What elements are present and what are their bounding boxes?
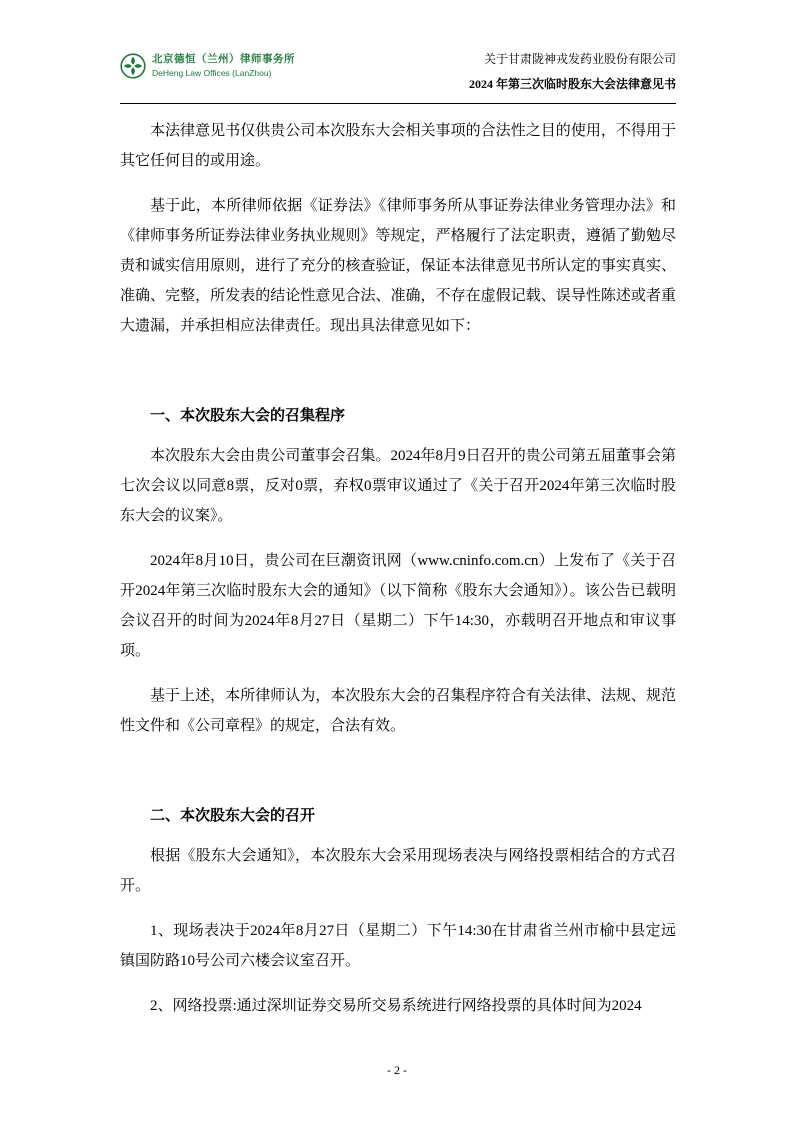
firm-name-cn: 北京德恒（兰州）律师事务所: [152, 54, 295, 65]
page-header: [120, 50, 676, 104]
paragraph-onsite-voting: 1、现场表决于2024年8月27日（星期二）下午14:30在甘肃省兰州市榆中县定远镇国防路10号公司六楼会议室召开。: [120, 923, 676, 969]
paragraph-usage-restriction: 本法律意见书仅供贵公司本次股东大会相关事项的合法性之目的使用，不得用于其它任何目的或用途。: [120, 123, 676, 169]
paragraph-board-resolution: 本次股东大会由贵公司董事会召集。2024年8月9日召开的贵公司第五届董事会第七次会议以同意8票，反对0票，弃权0票审议通过了《关于召开2024年第三次临时股东大会的议案》。: [120, 448, 676, 524]
section-heading-meeting-holding: 二、本次股东大会的召开: [150, 808, 316, 824]
firm-logo-block: [120, 50, 295, 79]
section-heading-convening-procedure: 一、本次股东大会的召集程序: [150, 408, 346, 424]
doc-reference-title: 2024 年第三次临时股东大会法律意见书: [468, 77, 676, 91]
document-body: [120, 104, 676, 1021]
paragraph-online-voting: 2、网络投票:通过深圳证券交易所交易系统进行网络投票的具体时间为2024: [150, 998, 642, 1014]
paragraph-voting-method: 根据《股东大会通知》，本次股东大会采用现场表决与网络投票相结合的方式召开。: [120, 848, 676, 894]
deheng-logo-icon: [120, 53, 146, 79]
doc-reference-company: 关于甘肃陇神戎发药业股份有限公司: [483, 52, 676, 66]
firm-name-en: DeHeng Law Offices (LanZhou): [152, 68, 272, 78]
paragraph-convening-conclusion: 基于上述，本所律师认为，本次股东大会的召集程序符合有关法律、法规、规范性文件和《公司章程》的规定，合法有效。: [120, 688, 676, 734]
paragraph-lawyer-statement: 基于此，本所律师依据《证券法》《律师事务所从事证券法律业务管理办法》和《律师事务所证券法律业务执业规则》等规定，严格履行了法定职责，遵循了勤勉尽责和诚实信用原则，进行了充分的核查验证，保证本法律意见书所认定的事实真实、准确、完整，所发表的结论性意见合法、准确，不存在虚假记载、误导性陈述或者重大遗漏，并承担相应法律责任。现出具法律意见如下：: [120, 198, 676, 334]
doc-reference-block: [469, 50, 676, 93]
firm-name-block: [152, 53, 295, 79]
page-number: - 2 -: [387, 1063, 407, 1077]
paragraph-notice-publication: 2024年8月10日，贵公司在巨潮资讯网（www.cninfo.com.cn）上发布了《关于召开2024年第三次临时股东大会的通知》（以下简称《股东大会通知》）。该公告已载明会议召开的时间为2024年8月27日（星期二）下午14:30，亦载明召开地点和审议事项。: [120, 553, 676, 659]
page-footer: [0, 1062, 794, 1078]
